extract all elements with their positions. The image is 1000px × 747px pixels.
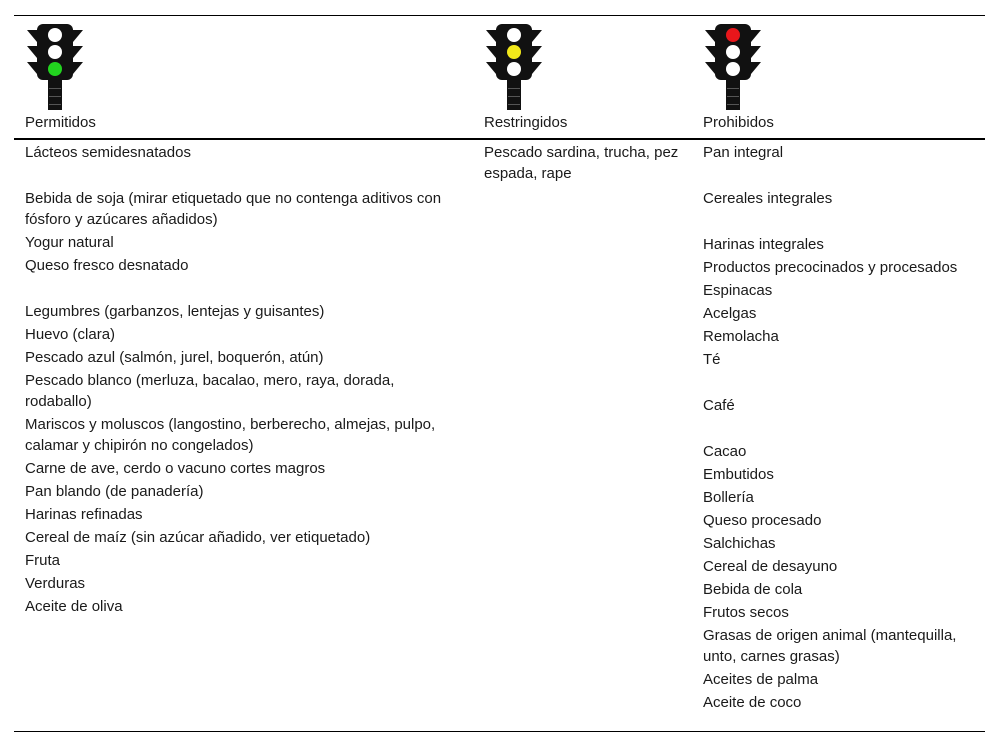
lamp-bottom [507, 62, 521, 76]
list-item: Bollería [703, 489, 754, 506]
lamp-top [48, 28, 62, 42]
spacer-row [703, 418, 963, 439]
list-item: Salchichas [703, 535, 776, 552]
list-item: Pan blando (de panadería) [25, 483, 204, 500]
list-item: Pan integral [703, 144, 784, 161]
list-item: Pescado azul (salmón, jurel, boquerón, atún) [25, 349, 324, 366]
lamp-middle [507, 45, 521, 59]
header-rule [14, 138, 985, 140]
lamp-bottom [48, 62, 62, 76]
list-item: Bebida de cola [703, 581, 803, 598]
lamp-top [507, 28, 521, 42]
list-item: Huevo (clara) [25, 326, 116, 343]
table-bottom-rule [14, 731, 985, 732]
list-item: Cacao [703, 443, 747, 460]
spacer-row [25, 278, 465, 299]
list-item: Pescado sardina, trucha, pez espada, rape [484, 144, 679, 182]
lamp-middle [726, 45, 740, 59]
list-item: Cereales integrales [703, 190, 833, 207]
list-item: Frutos secos [703, 604, 789, 621]
spacer-row [25, 165, 465, 186]
lamp-middle [48, 45, 62, 59]
lamp-bottom [726, 62, 740, 76]
list-item: Productos precocinados y procesados [703, 259, 958, 276]
list-item: Bebida de soja (mirar etiquetado que no contenga aditivos con fósforo y azúcares añadidos) [25, 190, 442, 228]
list-item: Fruta [25, 552, 61, 569]
list-item: Yogur natural [25, 234, 114, 251]
list-item: Verduras [25, 575, 86, 592]
list-item: Pescado blanco (merluza, bacalao, mero, raya, dorada, rodaballo) [25, 372, 395, 410]
list-item: Cereal de maíz (sin azúcar añadido, ver etiquetado) [25, 529, 371, 546]
column-permitidos [25, 142, 465, 617]
list-item: Café [703, 397, 735, 414]
list-item: Embutidos [703, 466, 774, 483]
list-item: Grasas de origen animal (mantequilla, unto, carnes grasas) [703, 627, 957, 665]
column-label: Prohibidos [703, 114, 774, 131]
list-item: Aceite de oliva [25, 598, 123, 615]
table-top-rule [14, 15, 985, 16]
list-item: Té [703, 351, 721, 368]
list-item: Harinas integrales [703, 236, 824, 253]
list-item: Lácteos semidesnatados [25, 144, 191, 161]
column-restringidos [484, 142, 684, 184]
list-item: Carne de ave, cerdo o vacuno cortes magros [25, 460, 326, 477]
list-item: Remolacha [703, 328, 779, 345]
spacer-row [703, 165, 963, 186]
list-item: Queso procesado [703, 512, 822, 529]
list-item: Espinacas [703, 282, 773, 299]
column-label: Restringidos [484, 114, 568, 131]
column-label: Permitidos [25, 114, 96, 131]
list-item: Acelgas [703, 305, 757, 322]
header-permitidos [25, 22, 96, 131]
list-item: Aceites de palma [703, 671, 819, 688]
traffic-light-red-icon [703, 22, 763, 114]
column-prohibidos [703, 142, 963, 713]
list-item: Queso fresco desnatado [25, 257, 189, 274]
list-item: Legumbres (garbanzos, lentejas y guisantes) [25, 303, 325, 320]
spacer-row [703, 372, 963, 393]
list-item: Aceite de coco [703, 694, 802, 711]
list-item: Harinas refinadas [25, 506, 143, 523]
list-item: Cereal de desayuno [703, 558, 838, 575]
traffic-light-yellow-icon [484, 22, 544, 114]
header-restringidos [484, 22, 568, 131]
list-item: Mariscos y moluscos (langostino, berberecho, almejas, pulpo, calamar y chipirón no congelados) [25, 416, 436, 454]
traffic-light-green-icon [25, 22, 85, 114]
header-prohibidos [703, 22, 774, 131]
lamp-top [726, 28, 740, 42]
spacer-row [703, 211, 963, 232]
